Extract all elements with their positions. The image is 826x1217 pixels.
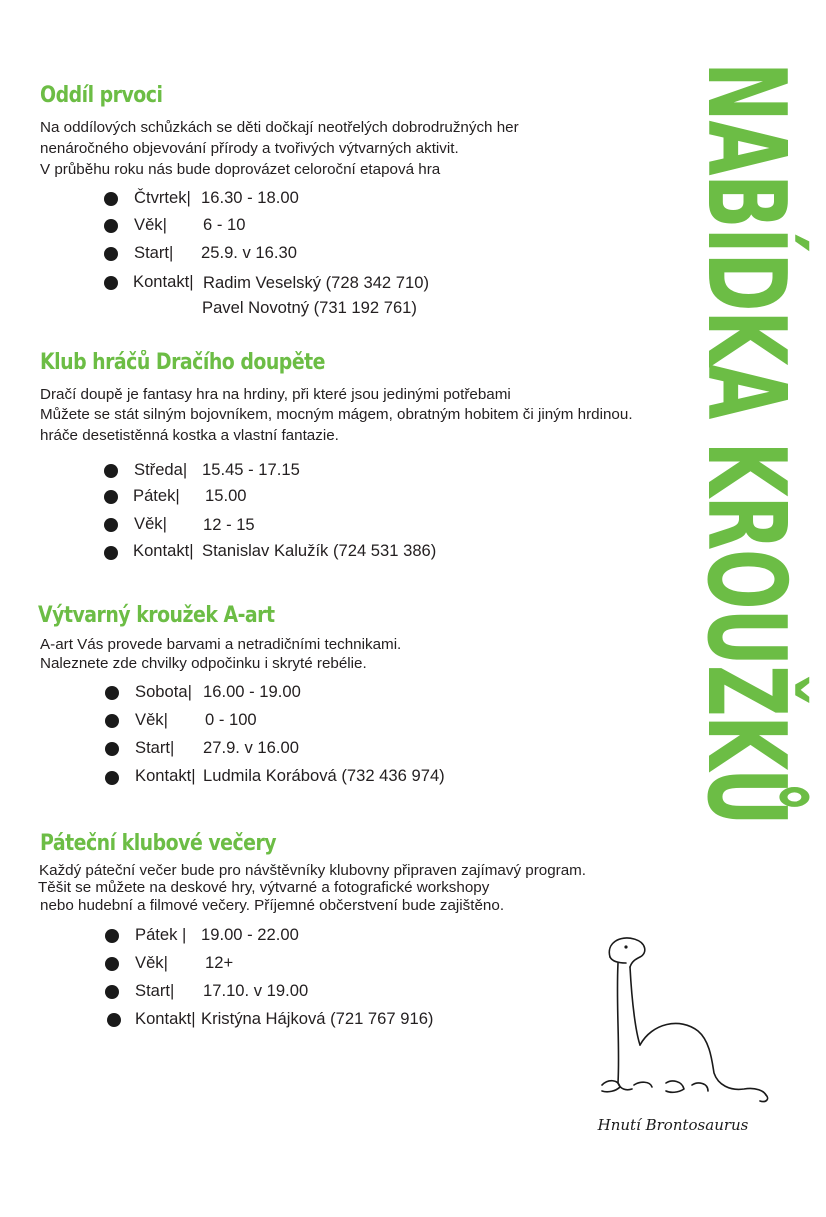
section-heading: Oddíl prvoci <box>40 83 163 108</box>
bullet-icon <box>104 518 118 532</box>
bullet-icon <box>104 219 118 233</box>
item-label: Start| <box>135 981 175 1000</box>
item-label: Věk| <box>135 710 168 729</box>
bullet-icon <box>105 714 119 728</box>
item-value: 12 - 15 <box>203 515 255 534</box>
bullet-icon <box>105 985 119 999</box>
item-label: Kontakt| <box>135 1009 196 1028</box>
item-value: Stanislav Kalužík (724 531 386) <box>202 541 437 560</box>
item-value: 15.00 <box>205 486 247 505</box>
description-line: hráče desetistěnná kostka a vlastní fantazie. <box>40 427 339 444</box>
item-value-extra: Pavel Novotný (731 192 761) <box>202 298 417 317</box>
item-value: 19.00 - 22.00 <box>201 925 299 944</box>
section-heading: Výtvarný kroužek A-art <box>38 603 275 628</box>
section-heading: Klub hráčů Dračího doupěte <box>40 350 325 375</box>
item-label: Věk| <box>134 514 167 533</box>
description-line: Můžete se stát silným bojovníkem, mocným mágem, obratným hobitem či jiným hrdinou. <box>40 406 633 423</box>
description-line: Naleznete zde chvilky odpočinku i skryté rebélie. <box>40 655 367 672</box>
item-label: Kontakt| <box>135 766 196 785</box>
bullet-icon <box>107 1013 121 1027</box>
item-value: 16.00 - 19.00 <box>203 682 301 701</box>
item-label: Sobota| <box>135 682 192 701</box>
item-value: Kristýna Hájková (721 767 916) <box>201 1009 434 1028</box>
section-heading: Páteční klubové večery <box>40 831 277 856</box>
item-label: Start| <box>134 243 174 262</box>
item-value: 27.9. v 16.00 <box>203 738 299 757</box>
item-value: 17.10. v 19.00 <box>203 981 309 1000</box>
vertical-title-text: NABÍDKA KROUŽKŮ <box>683 62 808 825</box>
item-label: Kontakt| <box>133 541 194 560</box>
item-label: Věk| <box>134 215 167 234</box>
brontosaurus-logo-icon <box>580 905 780 1145</box>
item-label: Kontakt| <box>133 272 194 291</box>
description-line: Těšit se můžete na deskové hry, výtvarné a fotografické workshopy <box>38 879 490 896</box>
description-line: Na oddílových schůzkách se děti dočkají neotřelých dobrodružných her <box>40 119 519 136</box>
bullet-icon <box>105 742 119 756</box>
bullet-icon <box>104 490 118 504</box>
item-value: 16.30 - 18.00 <box>201 188 299 207</box>
bullet-icon <box>105 686 119 700</box>
item-value: Ludmila Korábová (732 436 974) <box>203 766 445 785</box>
description-line: V průběhu roku nás bude doprovázet celoroční etapová hra <box>40 161 441 178</box>
item-value: 0 - 100 <box>205 710 257 729</box>
item-label: Věk| <box>135 953 168 972</box>
item-value: 6 - 10 <box>203 215 246 234</box>
bullet-icon <box>105 957 119 971</box>
bullet-icon <box>104 546 118 560</box>
item-label: Středa| <box>134 460 188 479</box>
item-value: 15.45 - 17.15 <box>202 460 300 479</box>
item-label: Čtvrtek| <box>134 188 191 207</box>
description-line: nenáročného objevování přírody a tvořivých výtvarných aktivit. <box>40 140 459 157</box>
item-label: Pátek| <box>133 486 180 505</box>
description-line: A-art Vás provede barvami a netradičními technikami. <box>40 636 402 653</box>
item-value: 25.9. v 16.30 <box>201 243 297 262</box>
bullet-icon <box>104 464 118 478</box>
bullet-icon <box>105 929 119 943</box>
description-line: Každý páteční večer bude pro návštěvníky klubovny připraven zajímavý program. <box>39 862 587 879</box>
description-line: nebo hudební a filmové večery. Příjemné občerstvení bude zajištěno. <box>40 897 505 914</box>
bullet-icon <box>105 771 119 785</box>
item-value: Radim Veselský (728 342 710) <box>203 273 429 292</box>
item-value: 12+ <box>205 953 234 972</box>
bullet-icon <box>104 276 118 290</box>
item-label: Pátek | <box>135 925 187 944</box>
bullet-icon <box>104 192 118 206</box>
logo-text: Hnutí Brontosaurus <box>597 1116 749 1134</box>
item-label: Start| <box>135 738 175 757</box>
description-line: Dračí doupě je fantasy hra na hrdiny, při které jsou jedinými potřebami <box>40 386 511 403</box>
bullet-icon <box>104 247 118 261</box>
